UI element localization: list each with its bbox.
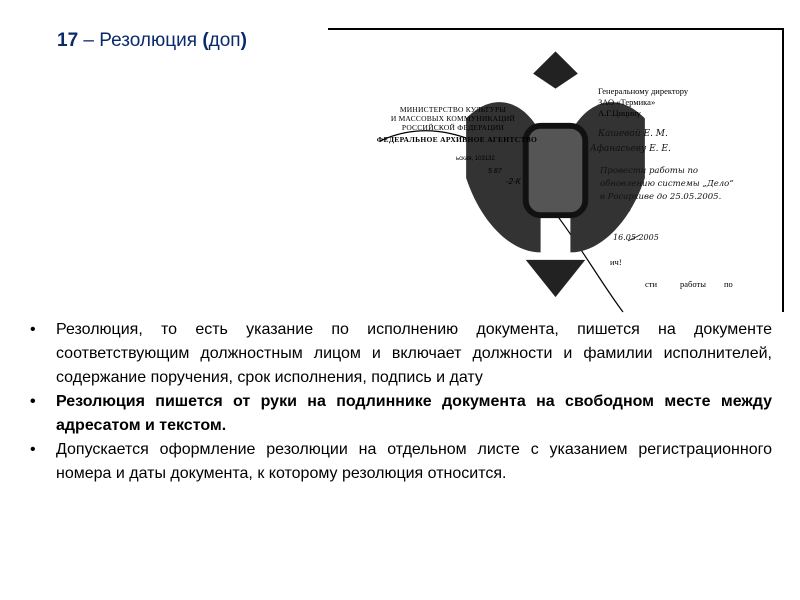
resolution-executor-2: Афанасьеву Е. Е. <box>590 144 671 154</box>
resolution-date: 16.05.2005 <box>613 233 659 242</box>
resolution-executor-1: Кашевой Е. М. <box>598 129 668 139</box>
slide-number: 17 <box>57 30 79 51</box>
bullet-marker: • <box>30 441 36 458</box>
title-suffix: доп <box>208 30 241 51</box>
title-text: Резолюция <box>99 30 198 51</box>
bullet-marker: • <box>30 321 36 338</box>
phone-fragment: 5 87 <box>488 168 502 175</box>
document-excerpt <box>328 29 783 312</box>
text-fragment: по <box>724 279 733 289</box>
org-line: МИНИСТЕРСТВО КУЛЬТУРЫ <box>399 105 507 114</box>
addressee-line: Генеральному директору <box>598 86 689 96</box>
bullet-item <box>30 438 772 486</box>
addressee-block <box>598 86 688 119</box>
bullet-item <box>30 318 772 390</box>
bullet-text: Допускается оформление резолюции на отдельном листе с указанием регистрационного номера и даты документа, к которому резолюция относится. <box>56 441 772 482</box>
number-fragment: -2-К <box>506 177 521 186</box>
text-fragment: работы <box>680 279 706 289</box>
coat-of-arms-icon <box>328 29 783 312</box>
organization-name <box>358 105 548 132</box>
slide-title: 17 – Резолюция (доп) <box>57 30 247 51</box>
addressee-line: А.Г.Цицину <box>598 108 641 118</box>
org-line: И МАССОВЫХ КОММУНИКАЦИЙ <box>390 114 516 123</box>
greeting-fragment: ич! <box>610 257 622 267</box>
title-dash: – <box>78 30 100 51</box>
bullet-marker: • <box>30 393 36 410</box>
resolution-text-line: обновлению системы „Дело“ <box>600 179 734 189</box>
bullet-item <box>30 390 772 438</box>
bullet-text: Резолюция, то есть указание по исполнению документа, пишется на документе соответствующим должностным лицом и включает должности и фамилии исполнителей, содержание поручения, срок исполнения, подпись и дату <box>56 321 772 386</box>
text-fragment: сти <box>645 279 658 289</box>
address-fragment: ьская, 103132 <box>456 156 495 162</box>
addressee-line: ЗАО «Термика» <box>598 97 656 107</box>
resolution-text-line: в Росархиве до 25.05.2005. <box>600 192 722 202</box>
resolution-text-line: Провести работы по <box>600 166 699 176</box>
agency-name: ФЕДЕРАЛЬНОЕ АРХИВНОЕ АГЕНТСТВО <box>376 135 538 144</box>
bullet-text: Резолюция пишется от руки на подлиннике документа на свободном месте между адресатом и текстом. <box>56 393 772 434</box>
bullet-list <box>30 318 772 486</box>
org-line: РОССИЙСКОЙ ФЕДЕРАЦИИ <box>401 123 505 132</box>
